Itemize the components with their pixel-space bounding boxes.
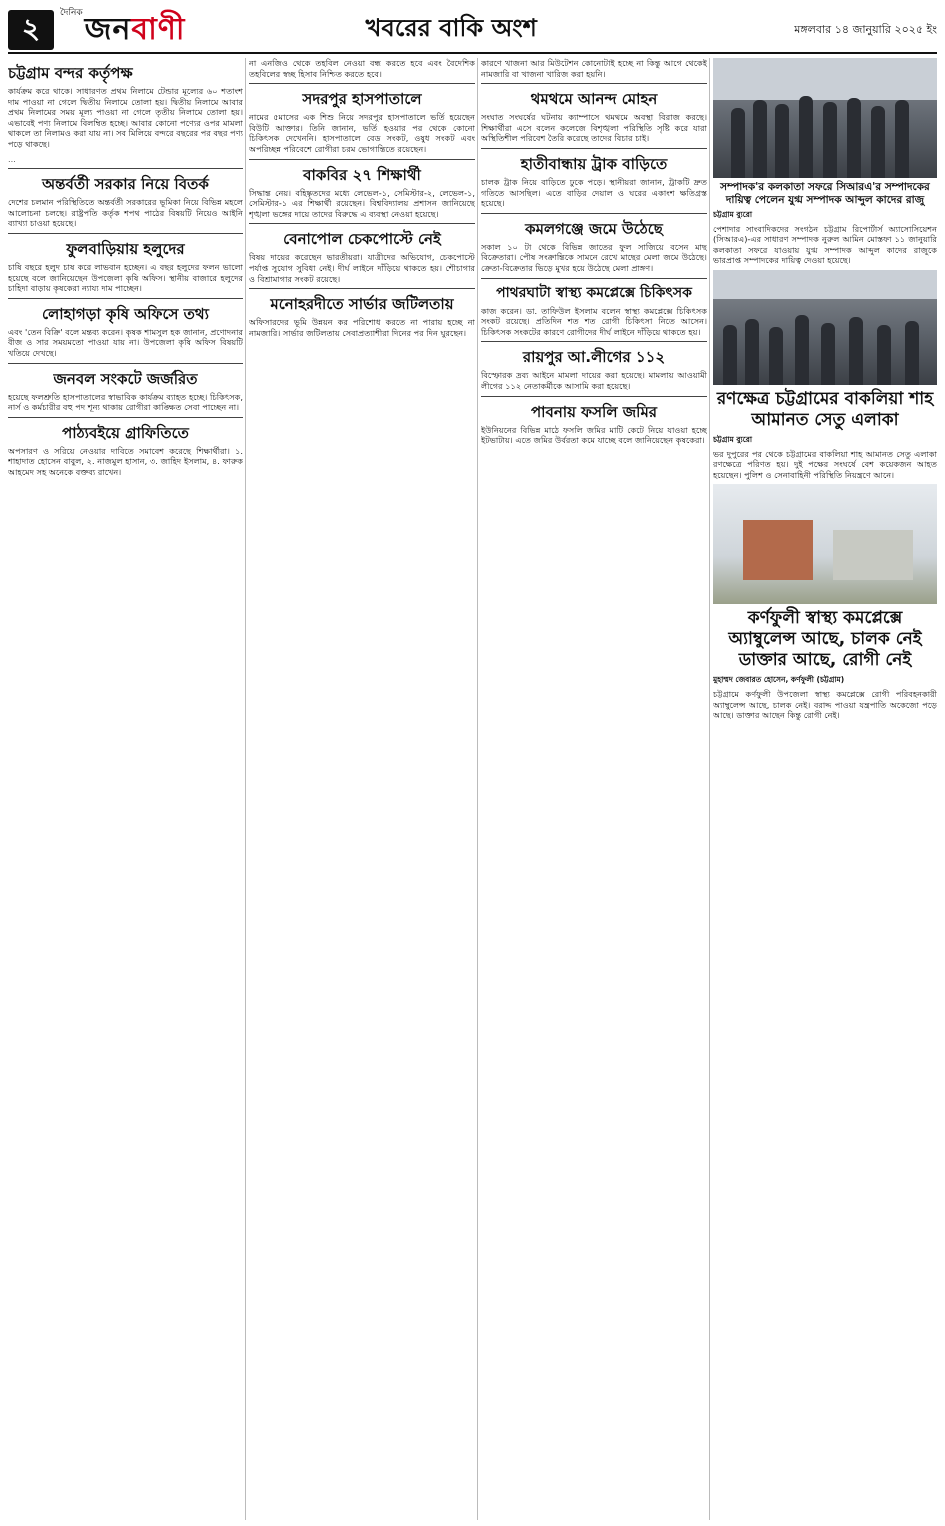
section-title: খবরের বাকি অংশ <box>365 14 537 42</box>
headline-pabna: পাবনায় ফসলি জমির <box>530 402 658 421</box>
group-photo <box>713 58 937 178</box>
headline-manpower: জনবল সংকটে জর্জরিত <box>53 369 198 388</box>
article-text: অপসারণ ও সরিয়ে নেওয়ার দাবিতে সমাবেশ করেছে শিক্ষার্থীরা। ১. শাহাদাত হোসেন বাবুল, ২. নাজমুল হাসান, ৩. জাহিদ ইসলাম, ৪. ফারুক আহমেদ সহ অনেকে বক্তব্য রাখেন। <box>8 445 243 477</box>
logo-prefix: দৈনিক <box>60 7 83 18</box>
column-2 <box>249 58 475 1520</box>
article-text: সংঘাত সংঘর্ষের ঘটনায় ক্যাম্পাসে থমথমে অবস্থা বিরাজ করছে। শিক্ষার্থীরা এসে বলেন কলেজে বিশৃঙ্খলা পরিস্থিতি সৃষ্টি করে যারা অস্থিতিশীল পরিবেশ তৈরি করেছে তাদের বিচার চাই। <box>481 112 707 144</box>
headline-interim-govt: অন্তর্বর্তী সরকার নিয়ে বিতর্ক <box>42 175 209 194</box>
headline-kamalganj: কমলগঞ্জে জমে উঠেছে <box>525 219 663 238</box>
logo-part2: বাণী <box>131 11 186 47</box>
headline-lohagara: লোহাগড়া কৃষি অফিসে তথ্য <box>42 304 209 323</box>
headline-karnaphuli: কর্ণফুলী স্বাস্থ্য কমপ্লেক্সে অ্যাম্বুলেন্স আছে, চালক নেই ডাক্তার আছে, রোগী নেই <box>728 608 922 671</box>
headline-bakalia: রণক্ষেত্র চট্টগ্রামের বাকলিয়া শাহ আমানত সেতু এলাকা <box>716 388 934 430</box>
issue-date: মঙ্গলবার ১৪ জানুয়ারি ২০২৫ ইং <box>794 22 937 36</box>
article-text: চট্টগ্রামে কর্ণফুলী উপজেলা স্বাস্থ্য কমপ্লেক্সে রোগী পরিবহনকারী অ্যাম্বুলেন্স আছে, চালক নেই। বরাদ্দ পাওয়া যন্ত্রপাতি অকেজো পড়ে আছে। ডাক্তার আছেন কিন্তু রোগী নেই। <box>713 688 937 721</box>
article-text: বিষয় দায়ের করেছেন ভারতীয়রা। যাত্রীদের অভিযোগ, চেকপোস্টে পর্যাপ্ত সুযোগ সুবিধা নেই। দীর্ঘ লাইনে দাঁড়িয়ে থাকতে হয়। শৌচাগার ও বিশ্রামাগার সংকট রয়েছে। <box>249 252 475 284</box>
article-text: কার্যক্রম করে থাকে। সাধারণত প্রথম নিলামে টেন্ডার মূল্যের ৬০ শতাংশ দাম পাওয়া না গেলে দ্বিতীয় নিলামে তোলা হয়। দ্বিতীয় নিলামে আবার প্রথম নিলামের সময় মূল্য পাওয়া না গেলে তৃতীয় নিলামে তোলা হয়। এভাবেই পণ্য নিলামে বিলম্বিত হচ্ছে। আবার কোনো পণ্যের ওপর মামলা থাকলে তা নিলামও করা যায় না। সব মিলিয়ে বন্দরে বছরের পর বছর পণ্য পড়ে থাকছে। <box>8 86 243 149</box>
byline: মুহাম্মদ জেবারত হোসেন, কর্ণফুলী (চট্টগ্রাম) <box>713 675 845 685</box>
article-text: সিদ্ধান্ত নেয়। বহিষ্কৃতদের মধ্যে লেভেল-১, সেমিস্টার-২, লেভেল-১, সেমিস্টার-১ এর শিক্ষার্থী রয়েছেন। বিশ্ববিদ্যালয় প্রশাসন জানিয়েছে শৃঙ্খলা ভঙ্গের দায়ে তাদের বিরুদ্ধে এ ব্যবস্থা নেওয়া হয়েছে। <box>249 187 475 219</box>
page-number: ২ <box>8 10 54 50</box>
headline-hatibandha: হাতীবান্ধায় ট্রাক বাড়িতে <box>520 154 668 173</box>
headline-turmeric: ফুলবাড়িয়ায় হলুদের <box>66 239 185 258</box>
headline-sadarpur: সদরপুর হাসপাতালে <box>302 90 422 109</box>
article-text: এবং 'তেন বিক্রি' বলে মন্তব্য করেন। কৃষক শামসুল হক জানান, প্রণোদনার বীজ ও সার সময়মতো পাওয়া যায় না। উপজেলা কৃষি অফিস বিষয়টি খতিয়ে দেখছে। <box>8 326 243 358</box>
column-1: চট্টগ্রাম বন্দর কর্তৃপক্ষ কার্যক্রম করে থাকে। সাধারণত প্রথম নিলামে টেন্ডার মূল্যের ৬০ শতাংশ দাম পাওয়া না গেলে দ্বিতীয় নিলামে তোলা হয়। দ্বিতীয় নিলামে আবার প্রথম নিলামের সময় মূল্য পাওয়া না গেলে তৃতীয় নিলামে তোলা হয়। এভাবেই পণ্য নিলামে বিলম্বিত হচ্ছে। আবার কোনো পণ্যের ওপর মামলা থাকলে তা নিলামও করা যায় না। সব মিলিয়ে বন্দরে বছরের পর বছর পণ্য পড়ে থাকছে। ... অন্তর্বর্তী সরকার নিয়ে বিতর্ক দেশের চলমান পরিস্থিতিতে অন্তর্বর্তী সরকারের ভূমিকা নিয়ে বিভিন্ন মহলে আলোচনা চলছে। রাষ্ট্রপতি কর্তৃক শপথ পাঠের বিষয়টি নিয়েও আইনি ব্যাখ্যা চাওয়া হয়েছে। ফুলবাড়িয়ায় হলুদের চাষি বছরে হলুদ চাষ করে লাভবান হচ্ছেন। এ বছর হলুদের ফলন ভালো হয়েছে বলে জানিয়েছেন উপজেলা কৃষি অফিস। স্থানীয় বাজারে হলুদের চাহিদা বাড়ায় কৃষকেরা ন্যায্য দাম পাচ্ছেন। লোহাগড়া কৃষি অফিসে তথ্য এবং 'তেন বিক্রি' বলে মন্তব্য করেন। কৃষক শামসুল হক জানান, প্রণোদনার বীজ ও সার সময়মতো পাওয়া যায় না। উপজেলা কৃষি অফিস বিষয়টি খতিয়ে দেখছে। জনবল সংকটে জর্জরিত হয়েছে ফলশ্রুতি হাসপাতালের স্বাভাবিক কার্যক্রম ব্যাহত হচ্ছে। চিকিৎসক, নার্স ও কর্মচারীর বহু পদ শূন্য থাকায় রোগীরা কাঙ্ক্ষিত সেবা পাচ্ছেন না। পাঠ্যবইয়ে গ্রাফিতিতে অপসারণ ও সরিয়ে নেওয়ার দাবিতে সমাবেশ করেছে শিক্ষার্থীরা। ১. শাহাদাত হোসেন বাবুল, ২. নাজমুল হাসান, ৩. জাহিদ ইসলাম, ৪. ফারুক আহমেদ সহ অনেকে বক্তব্য রাখেন। <box>8 64 243 477</box>
article-text: নামের ৫মাসের এক শিশু নিয়ে সদরপুর হাসপাতালে ভর্তি হয়েছেন বিউটি আক্তার। তিনি জানান, ভর্তি হওয়ার পর থেকে কোনো চিকিৎসক দেখেননি। হাসপাতালে বেড সংকট, ওষুধ সংকট এবং অপরিচ্ছন্ন পরিবেশে রোগীরা চরম ভোগান্তিতে রয়েছেন। <box>249 112 475 154</box>
headline-ananda-mohan: থমথমে আনন্দ মোহন <box>530 90 658 109</box>
article-text: ইউনিয়নের বিভিন্ন মাঠে ফসলি জমির মাটি কেটে নিয়ে যাওয়া হচ্ছে ইটভাটায়। এতে জমির উর্বরতা কমে যাচ্ছে বলে জানিয়েছেন কৃষকেরা। <box>481 424 707 446</box>
crowd-photo <box>713 270 937 385</box>
newspaper-logo <box>60 5 186 56</box>
headline-ctg-port: চট্টগ্রাম বন্দর কর্তৃপক্ষ <box>8 64 133 82</box>
article-text: না এনজিও থেকে তহবিল নেওয়া বন্ধ করতে হবে এবং বৈদেশিক তহবিলের স্বচ্ছ হিসাব নিশ্চিত করতে হবে। <box>249 58 475 79</box>
headline-patharghata: পাথরঘাটা স্বাস্থ্য কমপ্লেক্সে চিকিৎসক <box>496 284 692 301</box>
article-text: চালক ট্রাক নিয়ে বাড়িতে ঢুকে পড়ে। স্থানীয়রা জানান, ট্রাকটি দ্রুত গতিতে আসছিল। এতে বাড়ির দেয়াল ও ঘরের একাংশ ক্ষতিগ্রস্ত হয়েছে। <box>481 176 707 209</box>
byline: চট্টগ্রাম ব্যুরো <box>713 434 753 444</box>
article-text: ভর দুপুরের পর থেকে চট্টগ্রামের বাকলিয়া শাহ আমানত সেতু এলাকা রণক্ষেত্রে পরিণত হয়। দুই পক্ষের সংঘর্ষে বেশ কয়েকজন আহত হয়েছেন। পুলিশ ও সেনাবাহিনী পরিস্থিতি নিয়ন্ত্রণে আনে। <box>713 448 937 480</box>
article-text: বিস্ফোরক দ্রব্য আইনে মামলা দায়ের করা হয়েছে। মামলায় আওয়ামী লীগের ১১২ নেতাকর্মীকে আসামি করা হয়েছে। <box>481 370 707 391</box>
headline-raipur: রায়পুর আ.লীগের ১১২ <box>522 348 666 367</box>
article-text: কাজ করেন। ডা. তাফিউল ইসলাম বলেন স্বাস্থ্য কমপ্লেক্সে চিকিৎসক সংকট রয়েছে। প্রতিদিন শত শত রোগী চিকিৎসা নিতে আসেন। চিকিৎসক সংকটের কারণে রোগীদের দীর্ঘ লাইনে দাঁড়িয়ে থাকতে হয়। <box>481 305 707 337</box>
article-text: দেশের চলমান পরিস্থিতিতে অন্তর্বর্তী সরকারের ভূমিকা নিয়ে বিভিন্ন মহলে আলোচনা চলছে। রাষ্ট্রপতি কর্তৃক শপথ পাঠের বিষয়টি নিয়েও আইনি ব্যাখ্যা চাওয়া হয়েছে। <box>8 197 243 229</box>
article-grid <box>8 58 937 1520</box>
masthead <box>8 8 937 54</box>
headline-monohardi: মনোহরদীতে সার্ভার জটিলতায় <box>270 295 454 314</box>
byline: চট্টগ্রাম ব্যুরো <box>713 210 753 219</box>
hospital-photo <box>713 484 937 604</box>
article-text: চাষি বছরে হলুদ চাষ করে লাভবান হচ্ছেন। এ বছর হলুদের ফলন ভালো হয়েছে বলে জানিয়েছেন উপজেলা কৃষি অফিস। স্থানীয় বাজারে হলুদের চাহিদা বাড়ায় কৃষকেরা ন্যায্য দাম পাচ্ছেন। <box>8 261 243 294</box>
article-text: কারণে খাজনা আর মিউটেশন কোনোটাই হচ্ছে না কিন্তু আগে থেকেই নামজারি বা খাজনা খারিজ করা হয়নি। <box>481 58 707 79</box>
headline-benapole: বেনাপোল চেকপোস্টে নেই <box>283 230 441 249</box>
headline-baukbi: বাকবির ২৭ শিক্ষার্থী <box>303 165 421 184</box>
photo-caption: সম্পাদক'র কলকাতা সফরে সিআরএ'র সম্পাদকের দায়িত্ব পেলেন যুগ্ম সম্পাদক আব্দুল কাদের রাজু <box>720 181 930 206</box>
article-text: পেশাদার সাংবাদিকদের সংগঠন চট্টগ্রাম রিপোর্টার্স অ্যাসোসিয়েশন (সিআরএ)-এর সাধারণ সম্পাদক নুরুল আমিন মোস্তফা ১১ জানুয়ারি কলকাতা সফরে যাওয়ায় যুগ্ম সম্পাদক আব্দুল কাদের রাজুকে ভারপ্রাপ্ত সম্পাদকের দায়িত্ব দেওয়া হয়েছে। <box>713 223 937 266</box>
logo-part1: জন <box>84 11 132 47</box>
column-4 <box>713 58 937 1520</box>
headline-textbook: পাঠ্যবইয়ে গ্রাফিতিতে <box>62 423 189 442</box>
article-text: অফিসারদের ভূমি উন্নয়ন কর পরিশোধ করতে না পারায় হচ্ছে না নামজারি। সার্ভার জটিলতায় সেবাপ্রত্যাশীরা দিনের পর দিন ঘুরছেন। <box>249 317 475 338</box>
column-3 <box>481 58 707 1520</box>
article-text: হয়েছে ফলশ্রুতি হাসপাতালের স্বাভাবিক কার্যক্রম ব্যাহত হচ্ছে। চিকিৎসক, নার্স ও কর্মচারীর বহু পদ শূন্য থাকায় রোগীরা কাঙ্ক্ষিত সেবা পাচ্ছেন না। <box>8 391 243 413</box>
article-text: সকাল ১০ টা থেকে বিভিন্ন জাতের ফুল সাজিয়ে বসেন মাছ বিক্রেতারা। পৌষ সংক্রান্তিকে সামনে রেখে মাছের মেলা জমে উঠেছে। ক্রেতা-বিক্রেতার ভিড়ে মুখর হয়ে উঠেছে মেলা প্রাঙ্গণ। <box>481 241 707 273</box>
